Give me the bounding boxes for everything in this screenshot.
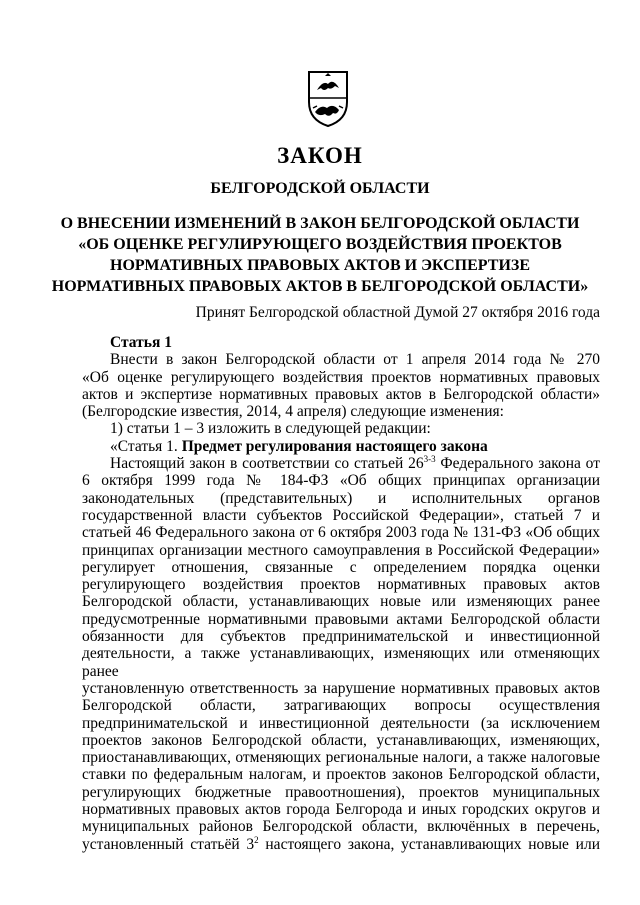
body-line: 6 октября 1999 года № 184-ФЗ «Об общих принципах организации (82, 472, 600, 490)
body-line: законодательных (представительных) и исполнительных органов (82, 489, 600, 507)
document-subject (0, 213, 640, 297)
document-title: ЗАКОН (277, 143, 363, 168)
subject-line: НОРМАТИВНЫХ ПРАВОВЫХ АКТОВ В БЕЛГОРОДСКОЙ ОБЛАСТИ» (51, 278, 589, 295)
superscript: 2 (254, 834, 259, 845)
article-heading: Статья 1 (110, 334, 172, 351)
article-prefix: «Статья 1. (110, 437, 182, 455)
body-line: Белгородской области, затрагивающих вопросы осуществления (82, 697, 600, 715)
adoption-note: Принят Белгородской областной Думой 27 октября 2016 года (195, 304, 600, 321)
subject-line: «ОБ ОЦЕНКЕ РЕГУЛИРУЮЩЕГО ВОЗДЕЙСТВИЯ ПРОЕКТОВ (78, 236, 562, 253)
body-line: муниципальных районов Белгородской области, включённых в перечень, (82, 818, 600, 836)
body-line: регулирующих бюджетные правоотношения), проектов муниципальных (82, 783, 600, 801)
body-line: Белгородской области, устанавливающих новые или изменяющих ранее (82, 593, 600, 611)
body-line: обязанности для субъектов предпринимательской и инвестиционной (82, 628, 600, 646)
body-line: актов и экспертизе нормативных правовых актов в Белгородской области» (82, 385, 600, 403)
list-item: 1) статьи 1 – 3 изложить в следующей редакции: (110, 420, 431, 438)
body-line: государственной власти субъектов Российской Федерации», статьей 7 и (82, 506, 600, 524)
body-line: нормативных правовых актов города Белгорода и иных городских округов и (82, 801, 600, 819)
body-line: ставки по федеральным налогам, и проектов законов Белгородской области, (82, 766, 600, 784)
body-line: «Об оценке регулирующего воздействия проектов нормативных правовых (82, 368, 600, 386)
body-line: принципах организации местного самоуправления в Российской Федерации» (82, 541, 600, 559)
body-line: деятельности, а также устанавливающих, изменяющих или отменяющих ранее (82, 645, 600, 680)
body-line: приостанавливающих, отменяющих региональные налоги, а также налоговые (82, 749, 600, 767)
body-line: (Белгородские известия, 2014, 4 апреля) следующие изменения: (82, 403, 504, 421)
body-line: предусмотренные нормативными правовыми актами Белгородской области (82, 610, 600, 628)
body-line: статьей 46 Федерального закона от 6 октября 2003 года № 131-ФЗ «Об общих (82, 524, 600, 542)
coat-of-arms-icon (303, 68, 353, 128)
body-line: регулирующего воздействия проектов нормативных правовых актов (82, 576, 600, 594)
body-line: Настоящий закон в соответствии со статьей 26$^{3-3}$ Федерального закона от (110, 453, 601, 473)
document-body (82, 334, 600, 853)
article-title-line (82, 438, 600, 455)
body-line: предпринимательской и инвестиционной деятельности (за исключением (82, 714, 600, 732)
subject-line: О ВНЕСЕНИИ ИЗМЕНЕНИЙ В ЗАКОН БЕЛГОРОДСКОЙ ОБЛАСТИ (60, 215, 580, 232)
article-title: Предмет регулирования настоящего закона (181, 437, 488, 455)
document-region: БЕЛГОРОДСКОЙ ОБЛАСТИ (210, 180, 430, 197)
subject-line: НОРМАТИВНЫХ ПРАВОВЫХ АКТОВ И ЭКСПЕРТИЗЕ (110, 257, 530, 274)
body-line: Внести в закон Белгородской области от 1 апреля 2014 года № 270 (110, 351, 600, 369)
body-line: проектов законов Белгородской области, устанавливающих, изменяющих, (82, 731, 600, 749)
superscript: 3-3 (423, 453, 436, 464)
body-line: установленный статьёй $3^2$ настоящего закона, устанавливающих новые или (82, 834, 600, 853)
body-line: установленную ответственность за нарушение нормативных правовых актов (82, 679, 600, 697)
body-line: регулирует отношения, связанные с определением порядка оценки (82, 558, 600, 576)
